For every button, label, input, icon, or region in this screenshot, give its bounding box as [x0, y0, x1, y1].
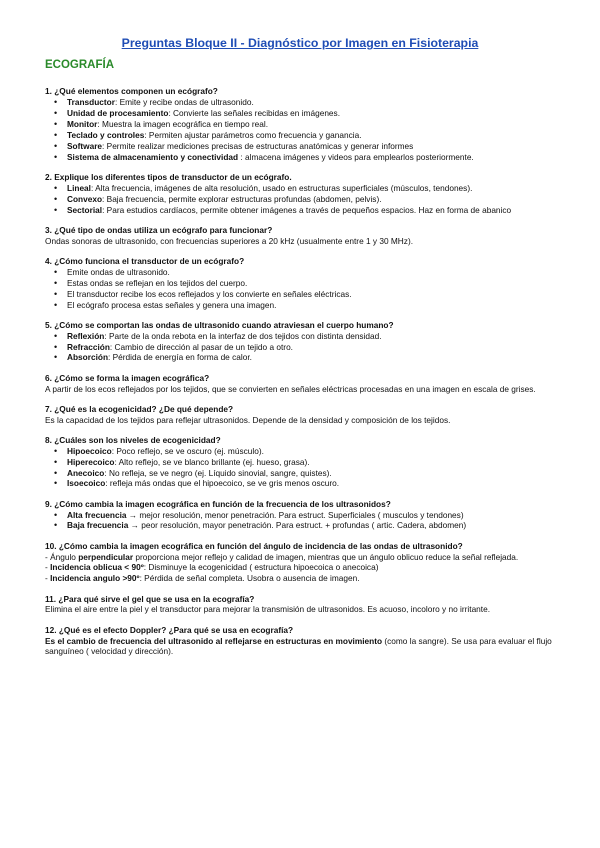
answer-text: El ecógrafo procesa estas señales y genera una imagen.: [67, 299, 277, 310]
document-title: Preguntas Bloque II - Diagnóstico por Imagen en Fisioterapia: [121, 36, 479, 50]
answer-item: [67, 300, 560, 311]
answer-text: → peor resolución, mayor penetración. Para estruct. + profundas ( artic. Cadera, abdomen): [128, 520, 467, 531]
answer-text: Estas ondas se reflejan en los tejidos del cuerpo.: [67, 277, 248, 288]
answer-list: [45, 446, 560, 490]
question-block: [45, 256, 560, 311]
answer-text: : almacena imágenes y videos para emplearlos posteriormente.: [238, 151, 474, 162]
question-title: 1. ¿Qué elementos componen un ecógrafo?: [45, 86, 218, 96]
answer-text: : Poco reflejo, se ve oscuro (ej. músculo).: [111, 445, 264, 456]
question-title: 7. ¿Qué es la ecogenicidad? ¿De qué depende?: [45, 403, 234, 414]
answer-text: : Pérdida de señal completa. Usobra o ausencia de imagen.: [139, 573, 360, 584]
question-block: [45, 225, 560, 247]
answer-list: [45, 510, 560, 532]
question-block: [45, 172, 560, 216]
answer-term: Software: [67, 140, 103, 151]
answer-term: Unidad de procesamiento: [67, 107, 169, 118]
answer-term: Absorción: [67, 352, 109, 363]
answer-term: Hipoecoico: [67, 445, 112, 456]
answer-text: : refleja más ondas que el hipoecoico, se ve gris menos oscuro.: [105, 478, 340, 489]
answer-term: Anecoico: [67, 467, 105, 478]
answer-item: [67, 108, 560, 119]
answer-text: : Disminuye la ecogenicidad ( estructura hipoecoica o anecoica): [143, 562, 379, 573]
answer-item: [67, 331, 560, 342]
answer-text: → mejor resolución, menor penetración. Para estruct. Superficiales ( musculos y tendones): [126, 509, 464, 520]
answer-text: Elimina el aire entre la piel y el transductor para mejorar la transmisión de ultrasonidos. Es acuoso, incoloro y no irritante.: [45, 604, 491, 615]
answer-text: : Muestra la imagen ecográfica en tiempo real.: [97, 118, 269, 129]
answer-term: Es el cambio de frecuencia del ultrasonido al reflejarse en estructuras en movimiento: [45, 635, 383, 646]
answer-term: Baja frecuencia: [67, 520, 129, 531]
answer-text: Es la capacidad de los tejidos para reflejar ultrasonidos. Depende de la densidad y composición de los tejidos.: [45, 414, 451, 425]
question-block: [45, 404, 560, 426]
answer-item: [67, 183, 560, 194]
answer-text: Ondas sonoras de ultrasonido, con frecuencias superiores a 20 kHz (usualmente entre 1 y 30 MHz).: [45, 235, 414, 246]
answer-item: [67, 520, 560, 531]
question-title: 4. ¿Cómo funciona el transductor de un ecógrafo?: [45, 255, 245, 266]
question-block: [45, 594, 560, 616]
question-title: 6. ¿Cómo se forma la imagen ecográfica?: [45, 372, 210, 383]
answer-item: [67, 342, 560, 353]
answer-rest: (como la sangre). Se usa para evaluar el flujo sanguíneo ( velocidad y dirección).: [45, 635, 552, 657]
answer-text: : Alto reflejo, se ve blanco brillante (ej. hueso, grasa).: [114, 456, 310, 467]
answer-line: [45, 573, 560, 584]
answer-text: Emite ondas de ultrasonido.: [67, 266, 170, 277]
questions-list: [45, 86, 560, 667]
question-title: 12. ¿Qué es el efecto Doppler? ¿Para qué se usa en ecografía?: [45, 624, 294, 635]
question-title: 3. ¿Qué tipo de ondas utiliza un ecógrafo para funcionar?: [45, 224, 273, 235]
question-title: 2. Explique los diferentes tipos de transductor de un ecógrafo.: [45, 171, 292, 182]
question-title: 9. ¿Cómo cambia la imagen ecográfica en función de la frecuencia de los ultrasonidos?: [45, 498, 391, 509]
answer-item: [67, 446, 560, 457]
answer-prefix: - Ángulo: [45, 551, 79, 562]
answer-term: Monitor: [67, 118, 98, 129]
section-heading: ECOGRAFÍA: [45, 59, 114, 71]
answer-text: : Parte de la onda rebota en la interfaz de dos tejidos con distinta densidad.: [104, 330, 382, 341]
question-title: 11. ¿Para qué sirve el gel que se usa en la ecografía?: [45, 593, 255, 604]
answer-item: [67, 97, 560, 108]
question-block: [45, 373, 560, 395]
question-block: [45, 320, 560, 364]
answer-item: [67, 510, 560, 521]
answer-term: Hiperecoico: [67, 456, 115, 467]
answer-text: : Pérdida de energía en forma de calor.: [108, 352, 252, 363]
question-block: [45, 541, 560, 585]
answer-text: : Permite realizar mediciones precisas de estructuras anatómicas y generar informes: [102, 140, 414, 151]
answer-term: Reflexión: [67, 330, 105, 341]
answer-text: : Emite y recibe ondas de ultrasonido.: [114, 96, 254, 107]
answer-item: [67, 267, 560, 278]
answer-item: [67, 468, 560, 479]
answer-item: [67, 457, 560, 468]
question-block: [45, 435, 560, 490]
answer-term: Refracción: [67, 341, 110, 352]
answer-text: El transductor recibe los ecos reflejados y los convierte en señales eléctricas.: [67, 288, 352, 299]
answer-list: [45, 267, 560, 311]
answer-text: : No refleja, se ve negro (ej. Líquido sinovial, sangre, quistes).: [104, 467, 332, 478]
answer-term: perpendicular: [78, 551, 134, 562]
question-title: 8. ¿Cuáles son los niveles de ecogenicidad?: [45, 434, 221, 445]
answer-term: Alta frecuencia: [67, 509, 127, 520]
answer-term: Incidencia angulo >90º: [50, 573, 140, 584]
answer-list: [45, 97, 560, 163]
answer-list: [45, 331, 560, 364]
question-block: [45, 86, 560, 163]
answer-list: [45, 183, 560, 216]
answer-item: [67, 289, 560, 300]
question-title: 10. ¿Cómo cambia la imagen ecográfica en función del ángulo de incidencia de las ondas de ultrasonido?: [45, 540, 463, 551]
answer-term: Teclado y controles: [67, 129, 145, 140]
answer-term: Sectorial: [67, 204, 103, 215]
answer-text: A partir de los ecos reflejados por los tejidos, que se convierten en señales eléctricas procesadas en una imagen en escala de grises.: [45, 383, 536, 394]
answer-text: : Alta frecuencia, imágenes de alta resolución, usado en estructuras superficiales (músculos, tendones).: [90, 182, 473, 193]
answer-item: [67, 205, 560, 216]
answer-line: [45, 562, 560, 573]
answer-line: [45, 552, 560, 563]
answer-item: [67, 141, 560, 152]
question-title: 5. ¿Cómo se comportan las ondas de ultrasonido cuando atraviesan el cuerpo humano?: [45, 319, 394, 330]
answer-item: [67, 478, 560, 489]
answer-term: Convexo: [67, 193, 103, 204]
answer-item: [67, 278, 560, 289]
answer-term: Lineal: [67, 182, 91, 193]
answer-text: [45, 636, 560, 658]
answer-term: Sistema de almacenamiento y conectividad: [67, 151, 239, 162]
answer-text: : Para estudios cardíacos, permite obtener imágenes a través de pequeños espacios. Haz en forma de abanico: [102, 204, 512, 215]
answer-item: [67, 152, 560, 163]
answer-text: : Permiten ajustar parámetros como frecuencia y ganancia.: [144, 129, 362, 140]
question-block: [45, 625, 560, 658]
answer-prefix: -: [45, 573, 51, 584]
answer-term: Isoecoico: [67, 478, 106, 489]
question-block: [45, 499, 560, 532]
answer-item: [67, 130, 560, 141]
answer-term: Incidencia oblicua < 90º: [50, 562, 144, 573]
answer-item: [67, 352, 560, 363]
answer-prefix: -: [45, 562, 51, 573]
answer-text: : Baja frecuencia, permite explorar estructuras profundas (abdomen, pelvis).: [102, 193, 382, 204]
answer-text: : Convierte las señales recibidas en imágenes.: [168, 107, 340, 118]
answer-text: proporciona mejor reflejo y calidad de imagen, mientras que un ángulo oblicuo reduce la señal reflejada.: [133, 551, 519, 562]
answer-text: : Cambio de dirección al pasar de un tejido a otro.: [109, 341, 293, 352]
answer-item: [67, 194, 560, 205]
answer-term: Transductor: [67, 96, 115, 107]
answer-item: [67, 119, 560, 130]
